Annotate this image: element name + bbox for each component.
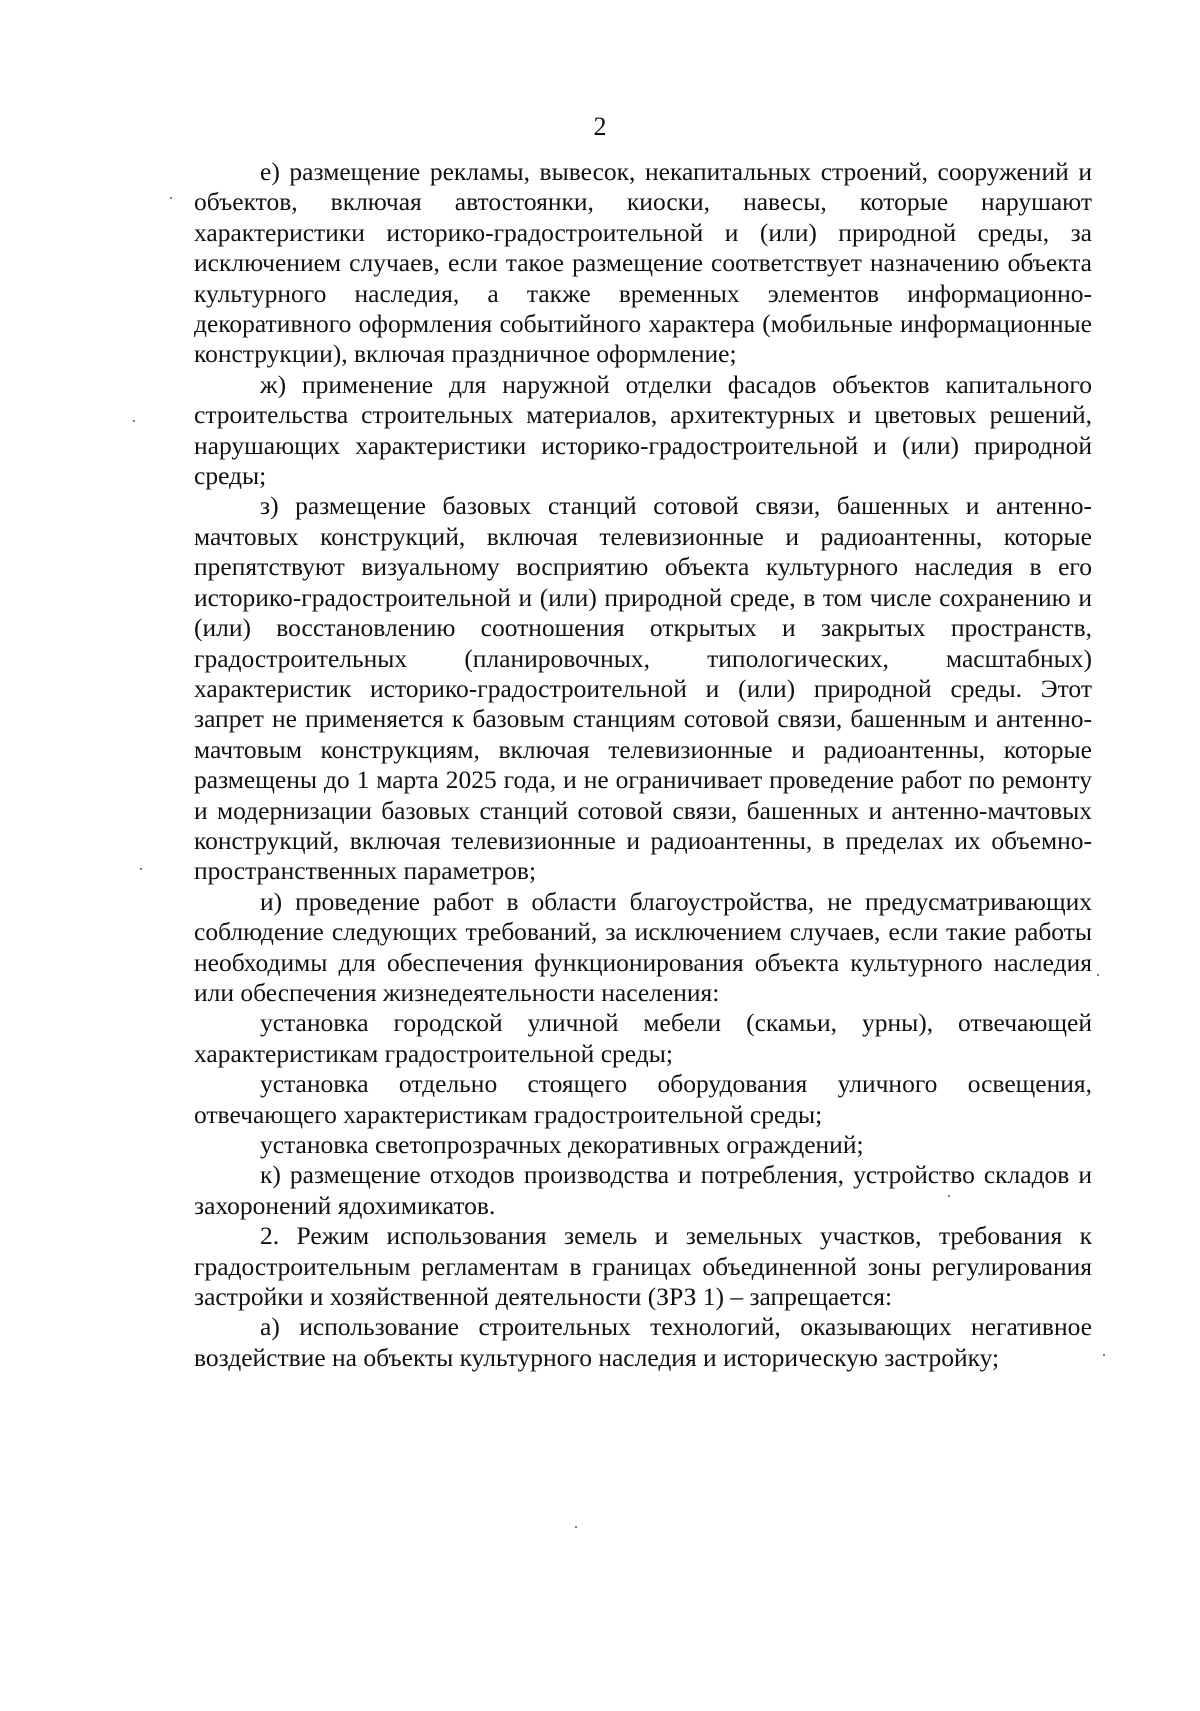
paragraph-k: к) размещение отходов производства и потребления, устройство складов и захоронений ядохимикатов. — [194, 1160, 1092, 1220]
scan-speck — [1103, 1354, 1105, 1356]
scan-speck — [575, 1526, 577, 1528]
scan-speck — [140, 868, 142, 870]
paragraph-z: з) размещение базовых станций сотовой связи, башенных и антенно-мачтовых конструкций, включая телевизионные и радиоантенны, которые препятствуют визуальному восприятию объекта культурного наследия в его историко-градостроительной и (или) природной среде, в том числе сохранению и (или) восстановлению соотношения открытых и закрытых пространств, градостроительных (планировочных, типологических, масштабных) характеристик историко-градостроительной и (или) природной среды. Этот запрет не применяется к базовым станциям сотовой связи, башенным и антенно-мачтовым конструкциям, включая телевизионные и радиоантенны, которые размещены до 1 марта 2025 года, и не ограничивает проведение работ по ремонту и модернизации базовых станций сотовой связи, башенных и антенно-мачтовых конструкций, включая телевизионные и радиоантенны, в пределах их объемно-пространственных параметров; — [194, 491, 1092, 886]
document-body — [194, 157, 1092, 1373]
page-number: 2 — [593, 112, 607, 141]
paragraph-fences: установка светопрозрачных декоративных ограждений; — [260, 1130, 864, 1159]
paragraph-2: 2. Режим использования земель и земельных участков, требования к градостроительным регламентам в границах объединенной зоны регулирования застройки и хозяйственной деятельности (ЗРЗ 1) – запрещается: — [194, 1221, 1092, 1312]
paragraph-e: е) размещение рекламы, вывесок, некапитальных строений, сооружений и объектов, включая автостоянки, киоски, навесы, которые нарушают характеристики историко-градостроительной и (или) природной среды, за исключением случаев, если такое размещение соответствует назначению объекта культурного наследия, а также временных элементов информационно-декоративного оформления событийного характера (мобильные информационные конструкции), включая праздничное оформление; — [194, 157, 1092, 369]
paragraph-zh: ж) применение для наружной отделки фасадов объектов капитального строительства строительных материалов, архитектурных и цветовых решений, нарушающих характеристики историко-градостроительной и (или) природной среды; — [194, 369, 1092, 491]
scan-speck — [948, 1195, 950, 1197]
scan-speck — [170, 197, 172, 199]
paragraph-2a: а) использование строительных технологий, оказывающих негативное воздействие на объекты культурного наследия и историческую застройку; — [194, 1312, 1092, 1372]
paragraph-i: и) проведение работ в области благоустройства, не предусматривающих соблюдение следующих требований, за исключением случаев, если такие работы необходимы для обеспечения функционирования объекта культурного наследия или обеспечения жизнедеятельности населения: — [194, 886, 1092, 1007]
scan-speck — [1097, 974, 1099, 976]
paragraph-lighting: установка отдельно стоящего оборудования уличного освещения, отвечающего характеристикам градостроительной среды; — [194, 1069, 1092, 1129]
paragraph-furniture: установка городской уличной мебели (скамьи, урны), отвечающей характеристикам градостроительной среды; — [194, 1008, 1092, 1068]
scan-speck — [133, 420, 135, 422]
